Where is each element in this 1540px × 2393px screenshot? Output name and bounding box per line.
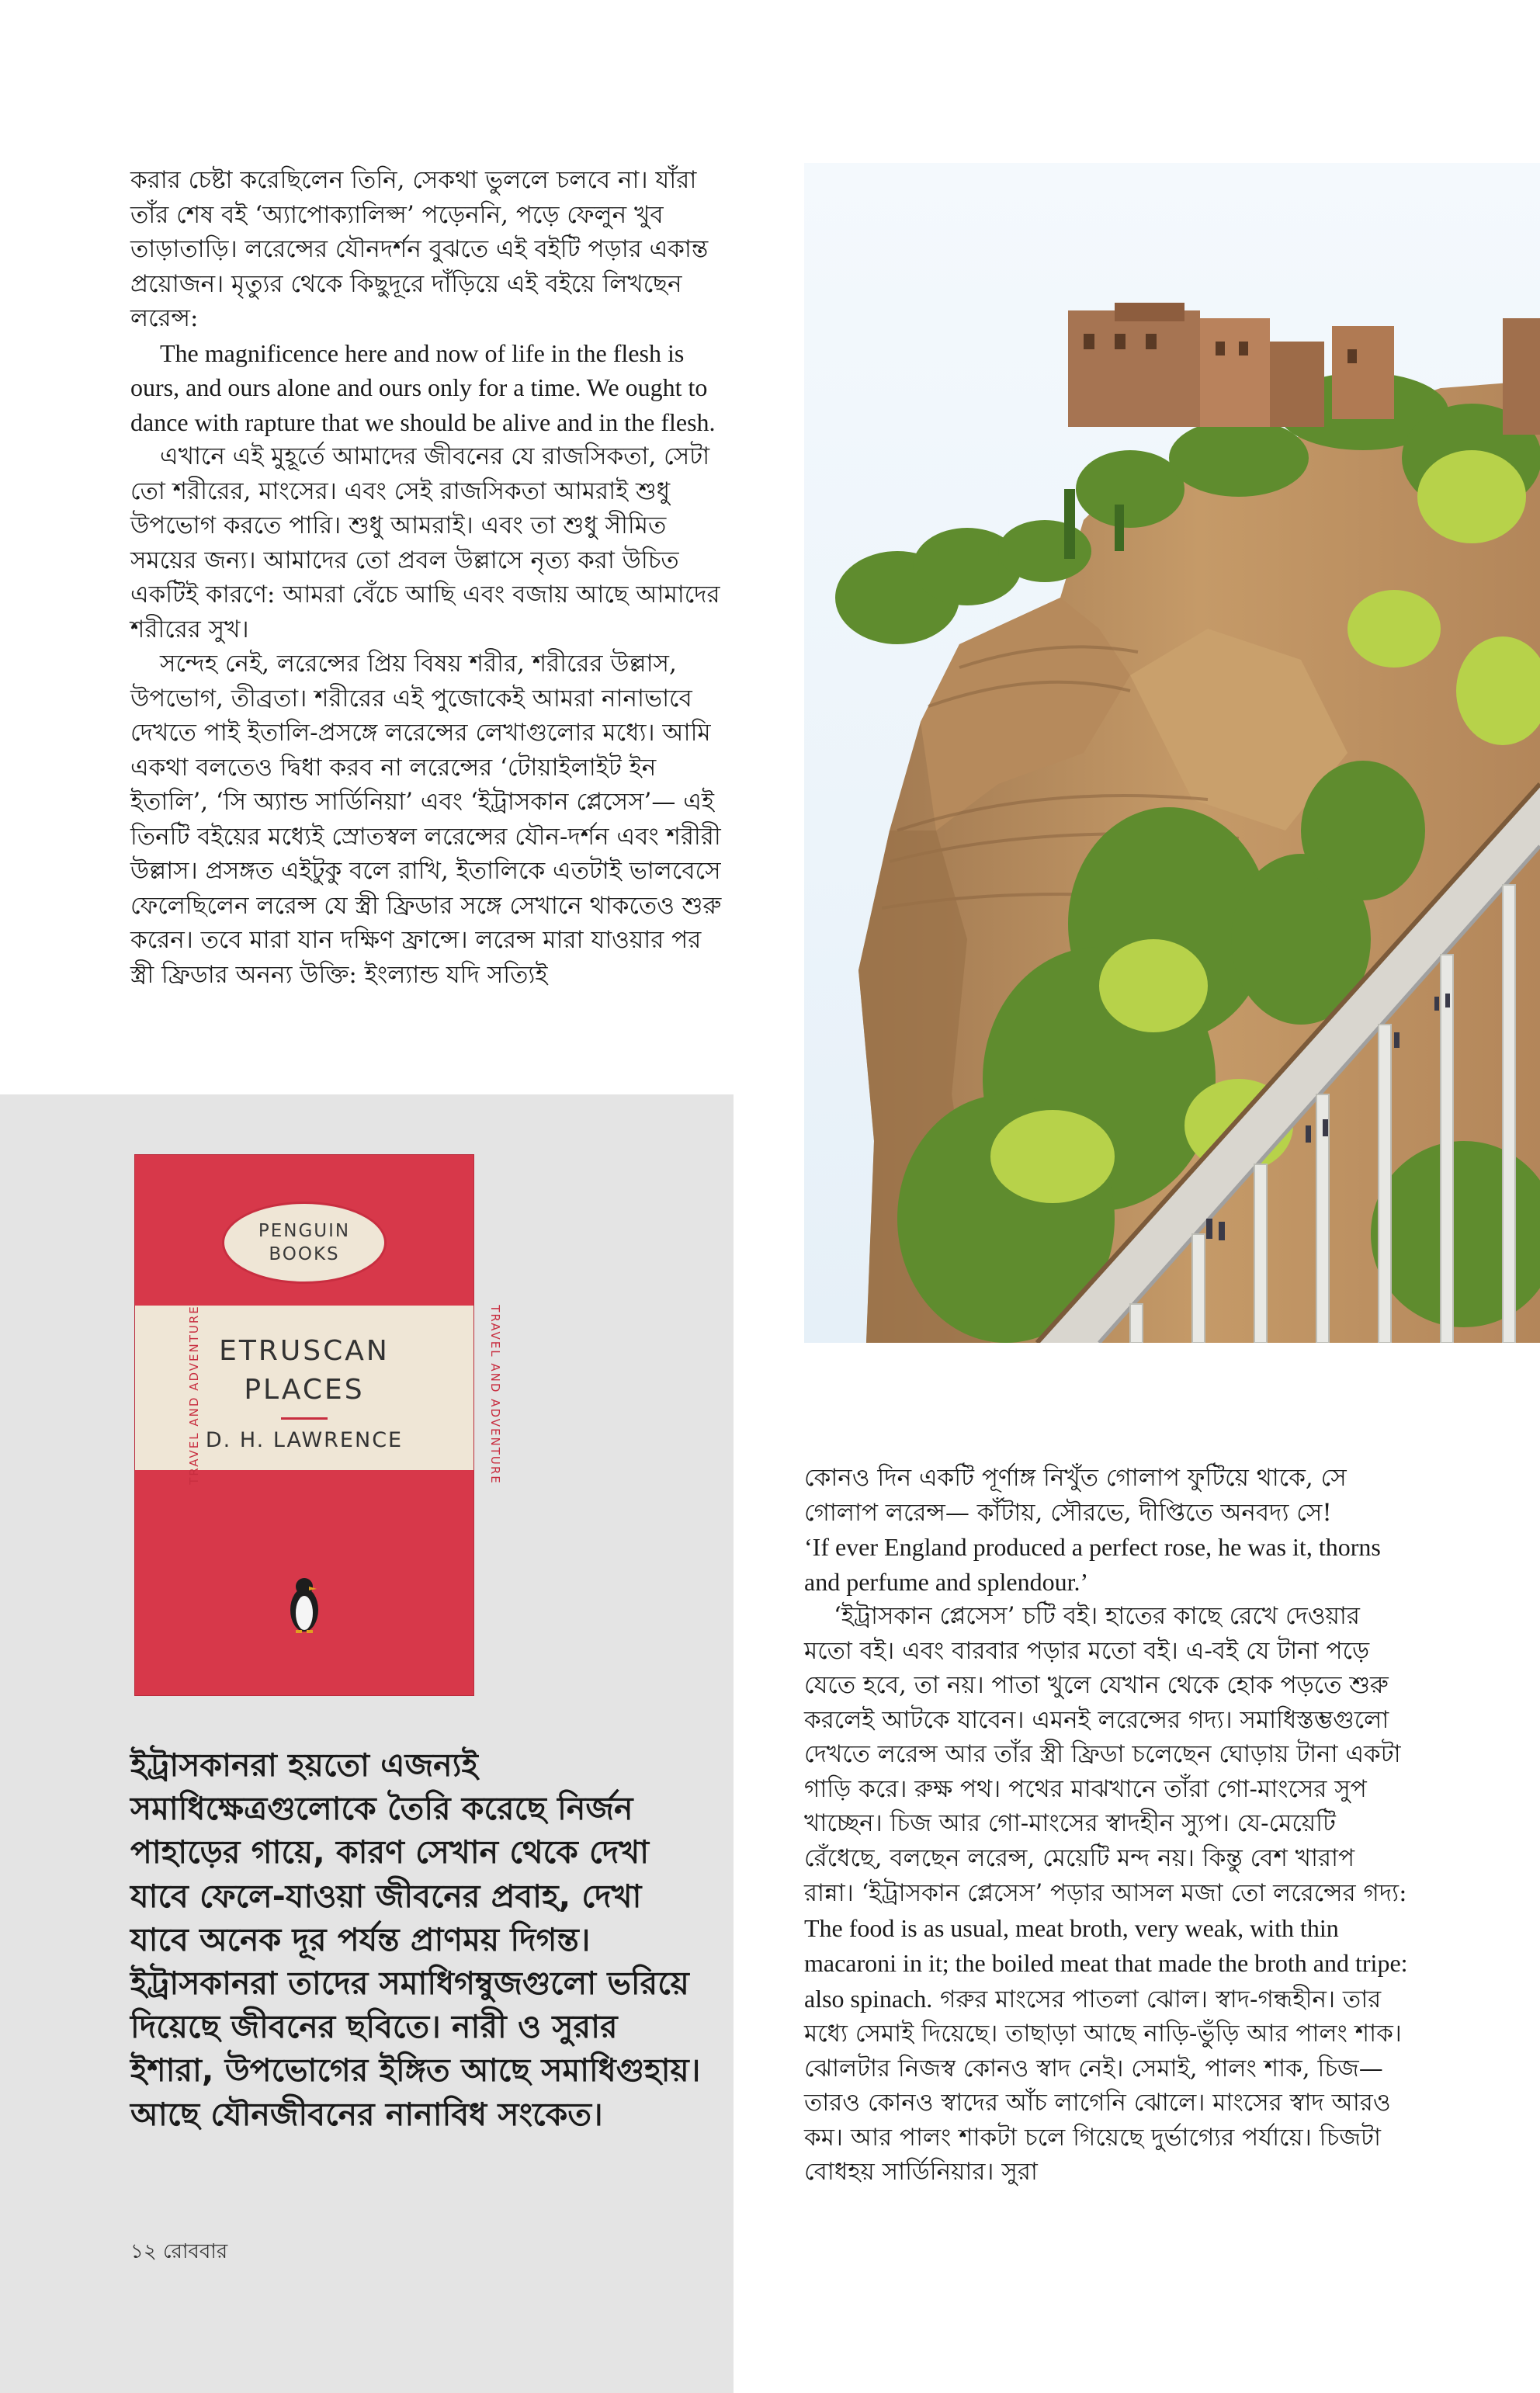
publisher-name: BOOKS <box>269 1244 340 1264</box>
publisher-logo <box>222 1202 387 1284</box>
book-title-line: ETRUSCAN <box>219 1335 390 1367</box>
pull-quote: ইট্রাসকানরা হয়তো এজন্যই সমাধিক্ষেত্রগুলোকে তৈরি করেছে নির্জন পাহাড়ের গায়ে, কারণ সেখান থেকে দেখা যাবে ফেলে-যাওয়া জীবনের প্রবাহ, দেখা যাবে অনেক দূর পর্যন্ত প্রাণময় দিগন্ত। ইট্রাসকানরা তাদের সমাধিগম্বুজগুলো ভরিয়ে দিয়েছে জীবনের ছবিতে। নারী ও সুরার ইশারা, উপভোগের ইঙ্গিত আছে সমাধিগুহায়। আছে যৌনজীবনের নানাবিধ সংকেত। <box>130 1746 701 2133</box>
article-column-right <box>804 1461 1410 2190</box>
article-column-left <box>130 163 722 992</box>
book-title <box>135 1332 473 1410</box>
penguin-icon <box>286 1574 323 1636</box>
title-rule <box>281 1417 328 1420</box>
paragraph-text: গরুর মাংসের পাতলা ঝোল। স্বাদ-গন্ধহীন। তার মধ্যে সেমাই দিয়েছে। তাছাড়া আছে নাড়ি-ভুঁড়ি আর পালং শাক। ঝোলটার নিজস্ব কোনও স্বাদ নেই। সেমাই, পালং শাক, চিজ— তারও কোনও স্বাদের আঁচ লাগেনি ঝোলে। মাংসের স্বাদ আরও কম। আর পালং শাকটা চলে গিয়েছে দুর্ভাগ্যের পর্যায়ে। চিজটা বোধহয় সার্ডিনিয়ার। সুরা <box>804 1985 1402 2186</box>
paragraph: সন্দেহ নেই, লরেন্সের প্রিয় বিষয় শরীর, শরীরের উল্লাস, উপভোগ, তীব্রতা। শরীরের এই পুজোকেই আমরা নানাভাবে দেখতে পাই ইতালি-প্রসঙ্গে লরেন্সের লেখাগুলোর মধ্যে। আমি একথা বলতেও দ্বিধা করব না লরেন্সের ‘টোয়াইলাইট ইন ইতালি’, ‘সি অ্যান্ড সার্ডিনিয়া’ এবং ‘ইট্রাসকান প্লেসেস’— এই তিনটি বইয়ের মধ্যেই স্রোতস্বল লরেন্সের যৌন-দর্শন এবং শরীরী উল্লাস। প্রসঙ্গত এইটুকু বলে রাখি, ইতালিকে এতটাই ভালবেসে ফেলেছিলেন লরেন্স যে স্ত্রী ফ্রিডার সঙ্গে সেখানে থাকতেও শুরু করেন। তবে মারা যান দক্ষিণ ফ্রান্সে। লরেন্স মারা যাওয়ার পর স্ত্রী ফ্রিডার অনন্য উক্তি: ইংল্যান্ড যদি সত্যিই <box>130 650 722 989</box>
book-author: D. H. LAWRENCE <box>205 1428 404 1452</box>
paragraph: এখানে এই মুহূর্তে আমাদের জীবনের যে রাজসিকতা, সেটা তো শরীরের, মাংসের। এবং সেই রাজসিকতা আমরাই শুধু উপভোগ করতে পারি। শুধু আমরাই। এবং তা শুধু সীমিত সময়ের জন্য। আমাদের তো প্রবল উল্লাসে নৃত্য করা উচিত একটিই কারণে: আমরা বেঁচে আছি এবং বজায় আছে আমাদের শরীরের সুখ। <box>130 442 720 643</box>
english-quote: ‘If ever England produced a perfect rose, he was it, thorns and perfume and splendour.’ <box>804 1533 1381 1596</box>
english-excerpt: The food is as usual, meat broth, very weak, with thin macaroni in it; the boiled meat that made the broth and tripe: also spinach. <box>804 1913 1408 2013</box>
publisher-name: PENGUIN <box>258 1221 351 1241</box>
side-text-left: TRAVEL AND ADVENTURE <box>186 1305 201 1485</box>
paragraph: কোনও দিন একটি পূর্ণাঙ্গ নিখুঁত গোলাপ ফুটিয়ে থাকে, সে গোলাপ লরেন্স— কাঁটায়, সৌরভে, দীপ্তিতে অনবদ্য সে! <box>804 1464 1347 1527</box>
side-text-right: TRAVEL AND ADVENTURE <box>487 1305 502 1485</box>
paragraph-text: ‘ইট্রাসকান প্লেসেস’ চটি বই। হাতের কাছে রেখে দেওয়ার মতো বই। এবং বারবার পড়ার মতো বই। এ-বই যে টানা পড়ে যেতে হবে, তা নয়। পাতা খুলে যেখান থেকে হোক পড়তে শুরু করলেই আটকে যাবেন। এমনই লরেন্সের গদ্য। সমাধিস্তম্ভগুলো দেখতে লরেন্স আর তাঁর স্ত্রী ফ্রিডা চলেছেন ঘোড়ায় টানা একটা গাড়ি করে। রুক্ষ পথ। পথের মাঝখানে তাঁরা গো-মাংসের সুপ খাচ্ছেন। চিজ আর গো-মাংসের স্বাদহীন স্যুপ। যে-মেয়েটি রেঁধেছে, বলছেন লরেন্স, মেয়েটি মন্দ নয়। কিন্তু বেশ খারাপ রান্না। ‘ইট্রাসকান প্লেসেস’ পড়ার আসল মজা তো লরেন্সের গদ্য: <box>804 1602 1407 1907</box>
paragraph: করার চেষ্টা করেছিলেন তিনি, সেকথা ভুললে চলবে না। যাঁরা তাঁর শেষ বই ‘অ্যাপোক্যালিপ্স’ পড়েননি, পড়ে ফেলুন খুব তাড়াতাড়ি। লরেন্সের যৌনদর্শন বুঝতে এই বইটি পড়ার একান্ত প্রয়োজন। মৃত্যুর থেকে কিছুদূরে দাঁড়িয়ে এই বইয়ে লিখছেন লরেন্স: <box>130 166 709 332</box>
paragraph <box>804 1599 1410 2190</box>
book-cover-image <box>135 1155 502 1695</box>
page-number: ১২ রোববার <box>130 2240 228 2263</box>
civita-hill-photo <box>804 163 1540 1343</box>
book-title-line: PLACES <box>244 1374 365 1406</box>
english-quote: The magnificence here and now of life in the flesh is ours, and ours alone and ours only for a time. We ought to dance with rapture that we should be alive and in the flesh. <box>130 338 716 436</box>
